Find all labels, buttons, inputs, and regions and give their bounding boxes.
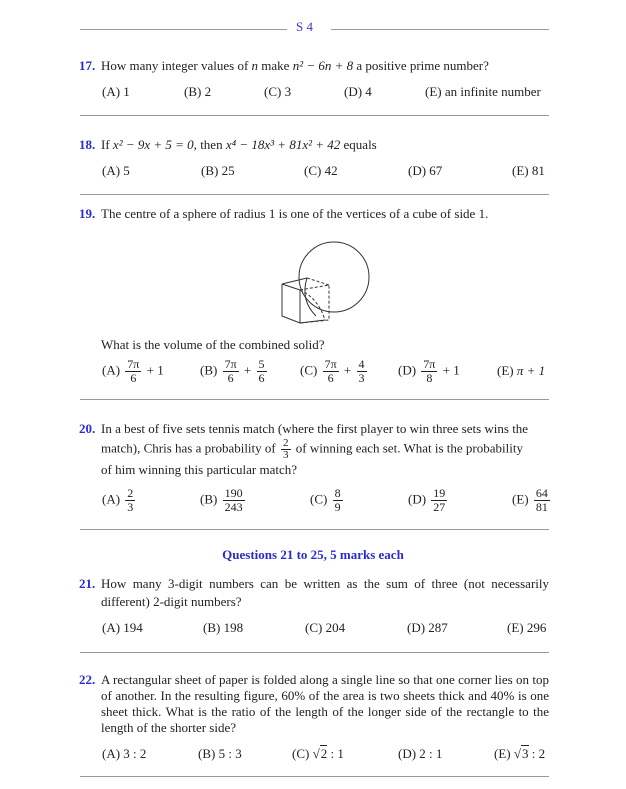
text-fragment: match), Chris has a probability of xyxy=(101,440,276,456)
text-fragment: a positive prime number? xyxy=(356,58,489,73)
denominator: 3 xyxy=(358,371,365,385)
question-18 xyxy=(79,136,549,154)
numerator: 190 xyxy=(224,486,243,500)
cube-hidden-edges xyxy=(300,285,329,323)
option-tail: + 1 xyxy=(146,362,164,378)
denominator: 81 xyxy=(535,500,548,514)
numerator: 5 xyxy=(258,357,265,371)
option-a[interactable]: (A) 194 xyxy=(102,620,143,635)
option-e[interactable] xyxy=(512,487,552,514)
fraction xyxy=(333,487,343,514)
option-a[interactable] xyxy=(102,487,137,514)
option-label: (C) xyxy=(310,491,328,507)
numerator: 2 xyxy=(283,437,289,449)
question-number: 21. xyxy=(79,576,96,591)
option-c[interactable]: (C) 204 xyxy=(305,620,346,635)
option-a[interactable]: (A) 1 xyxy=(102,84,130,99)
cube-left-face xyxy=(282,284,300,323)
denominator: 6 xyxy=(327,371,334,385)
numerator: 8 xyxy=(334,486,341,500)
text-fragment: then xyxy=(200,137,223,152)
radicand: 3 xyxy=(522,746,529,761)
page-label: S 4 xyxy=(296,19,313,34)
radicand: 2 xyxy=(320,746,328,761)
numerator: 7π xyxy=(423,357,436,371)
math-expression: x² − 9x + 5 = 0, xyxy=(112,137,197,152)
option-label: (E) xyxy=(512,491,529,507)
option-b[interactable]: (B) 25 xyxy=(201,163,235,178)
option-c[interactable]: (C) 3 xyxy=(264,84,292,99)
option-label: (B) xyxy=(200,362,218,378)
question-22 xyxy=(79,672,549,736)
fraction xyxy=(223,487,245,514)
option-c[interactable] xyxy=(300,358,369,385)
question-number: 18. xyxy=(79,137,96,152)
cube-hidden-edge xyxy=(307,278,329,285)
question-20 xyxy=(79,420,549,479)
divider xyxy=(80,115,549,116)
denominator: 27 xyxy=(433,500,446,514)
plus-sign: + xyxy=(343,362,352,378)
fraction xyxy=(125,358,141,385)
sphere-outline xyxy=(299,242,369,312)
fraction xyxy=(223,358,239,385)
text-line: of him winning this particular match? xyxy=(101,462,298,477)
option-d[interactable]: (D) 287 xyxy=(407,620,448,635)
denominator: 6 xyxy=(130,371,137,385)
option-d[interactable]: (D) 2 : 1 xyxy=(398,746,443,761)
option-a[interactable]: (A) 5 xyxy=(102,163,130,178)
option-a[interactable]: (A) 3 : 2 xyxy=(102,746,147,761)
numerator: 19 xyxy=(433,486,446,500)
option-label: (D) xyxy=(398,362,417,378)
math-expression: n² − 6n + 8 xyxy=(292,58,354,73)
question-text xyxy=(101,420,549,479)
fraction xyxy=(431,487,447,514)
divider xyxy=(80,652,549,653)
square-root: √3 xyxy=(513,746,529,761)
math-variable: n xyxy=(251,58,259,73)
option-d[interactable] xyxy=(398,358,460,385)
fraction xyxy=(357,358,367,385)
question-text xyxy=(101,136,549,154)
fraction xyxy=(323,358,339,385)
text-fragment: If xyxy=(101,137,110,152)
option-label: (B) xyxy=(200,491,218,507)
question-text: How many 3-digit numbers can be written as the sum of three (not necessarily different) 2-digit numbers? xyxy=(101,576,549,609)
divider xyxy=(80,776,549,777)
option-c[interactable]: (C) 42 xyxy=(304,163,338,178)
fraction xyxy=(534,487,550,514)
square-root: √2 xyxy=(312,746,328,761)
option-tail: : 2 xyxy=(531,746,546,761)
option-e[interactable] xyxy=(497,363,545,379)
divider xyxy=(80,194,549,195)
question-number: 22. xyxy=(79,672,96,687)
numerator: 4 xyxy=(358,357,365,371)
option-b[interactable] xyxy=(200,358,269,385)
option-label: (E) xyxy=(497,363,514,378)
section-title: Questions 21 to 25, 5 marks each xyxy=(222,547,404,562)
fraction xyxy=(125,487,135,514)
numerator: 7π xyxy=(324,357,337,371)
option-e[interactable]: (E) 81 xyxy=(512,163,545,178)
denominator: 3 xyxy=(283,449,289,461)
option-e[interactable]: (E) 296 xyxy=(507,620,547,635)
option-tail: + 1 xyxy=(442,362,460,378)
option-b[interactable] xyxy=(200,487,247,514)
denominator: 3 xyxy=(127,500,134,514)
option-e[interactable] xyxy=(494,746,545,762)
header-rule-left xyxy=(80,29,287,30)
question-number: 17. xyxy=(79,58,96,73)
question-19-prompt xyxy=(79,336,549,354)
numerator: 2 xyxy=(127,486,134,500)
option-value: π + 1 xyxy=(516,363,546,378)
question-number: 19. xyxy=(79,206,96,221)
question-text: What is the volume of the combined solid? xyxy=(101,337,325,352)
option-b[interactable]: (B) 2 xyxy=(184,84,212,99)
option-d[interactable]: (D) 4 xyxy=(344,84,372,99)
denominator: 9 xyxy=(334,500,341,514)
option-label: (A) xyxy=(102,491,121,507)
cube-bottom-edge xyxy=(300,320,325,323)
option-c[interactable] xyxy=(292,746,344,762)
header-rule-right xyxy=(331,29,549,30)
divider xyxy=(80,529,549,530)
text-fragment: make xyxy=(261,58,290,73)
denominator: 8 xyxy=(426,371,433,385)
denominator: 243 xyxy=(224,500,243,514)
fraction xyxy=(281,438,291,461)
fraction xyxy=(257,358,267,385)
text-fragment: equals xyxy=(343,137,377,152)
question-17 xyxy=(79,57,549,75)
cube-edge xyxy=(282,278,307,284)
numerator: 7π xyxy=(224,357,237,371)
divider xyxy=(80,399,549,400)
option-d[interactable]: (D) 67 xyxy=(408,163,443,178)
text-fragment: of winning each set. What is the probability xyxy=(295,440,523,456)
option-label: (D) xyxy=(408,491,427,507)
option-label: (C) xyxy=(300,362,318,378)
option-d[interactable] xyxy=(408,487,449,514)
denominator: 6 xyxy=(227,371,234,385)
numerator: 64 xyxy=(535,486,548,500)
option-b[interactable]: (B) 198 xyxy=(203,620,244,635)
fraction xyxy=(421,358,437,385)
math-expression: x⁴ − 18x³ + 81x² + 42 xyxy=(225,137,341,152)
denominator: 6 xyxy=(258,371,265,385)
option-c[interactable] xyxy=(310,487,345,514)
question-number: 20. xyxy=(79,421,96,436)
text-line: In a best of five sets tennis match (where the first player to win three sets wins the xyxy=(101,421,529,436)
numerator: 7π xyxy=(127,357,140,371)
option-label: (C) xyxy=(292,746,310,761)
plus-sign: + xyxy=(243,362,252,378)
option-a[interactable] xyxy=(102,358,164,385)
option-label: (A) xyxy=(102,362,121,378)
sphere-cube-diagram-icon xyxy=(278,238,374,326)
question-text: The centre of a sphere of radius 1 is one of the vertices of a cube of side 1. xyxy=(101,206,489,221)
option-tail: : 1 xyxy=(330,746,344,761)
question-21 xyxy=(79,575,549,611)
text-fragment: How many integer values of xyxy=(101,58,249,73)
question-19 xyxy=(79,205,549,223)
option-e[interactable]: (E) an infinite number xyxy=(425,84,541,99)
question-text: A rectangular sheet of paper is folded along a single line so that one corner lies on top of another. In the resulting figure, 60% of the area is two sheets thick and 40% is one sheet thick. What is the ratio of the length of the longer side of the rectangle to the length of the shorter side? xyxy=(101,672,549,735)
option-b[interactable]: (B) 5 : 3 xyxy=(198,746,242,761)
option-label: (E) xyxy=(494,746,511,761)
question-text xyxy=(101,57,549,75)
